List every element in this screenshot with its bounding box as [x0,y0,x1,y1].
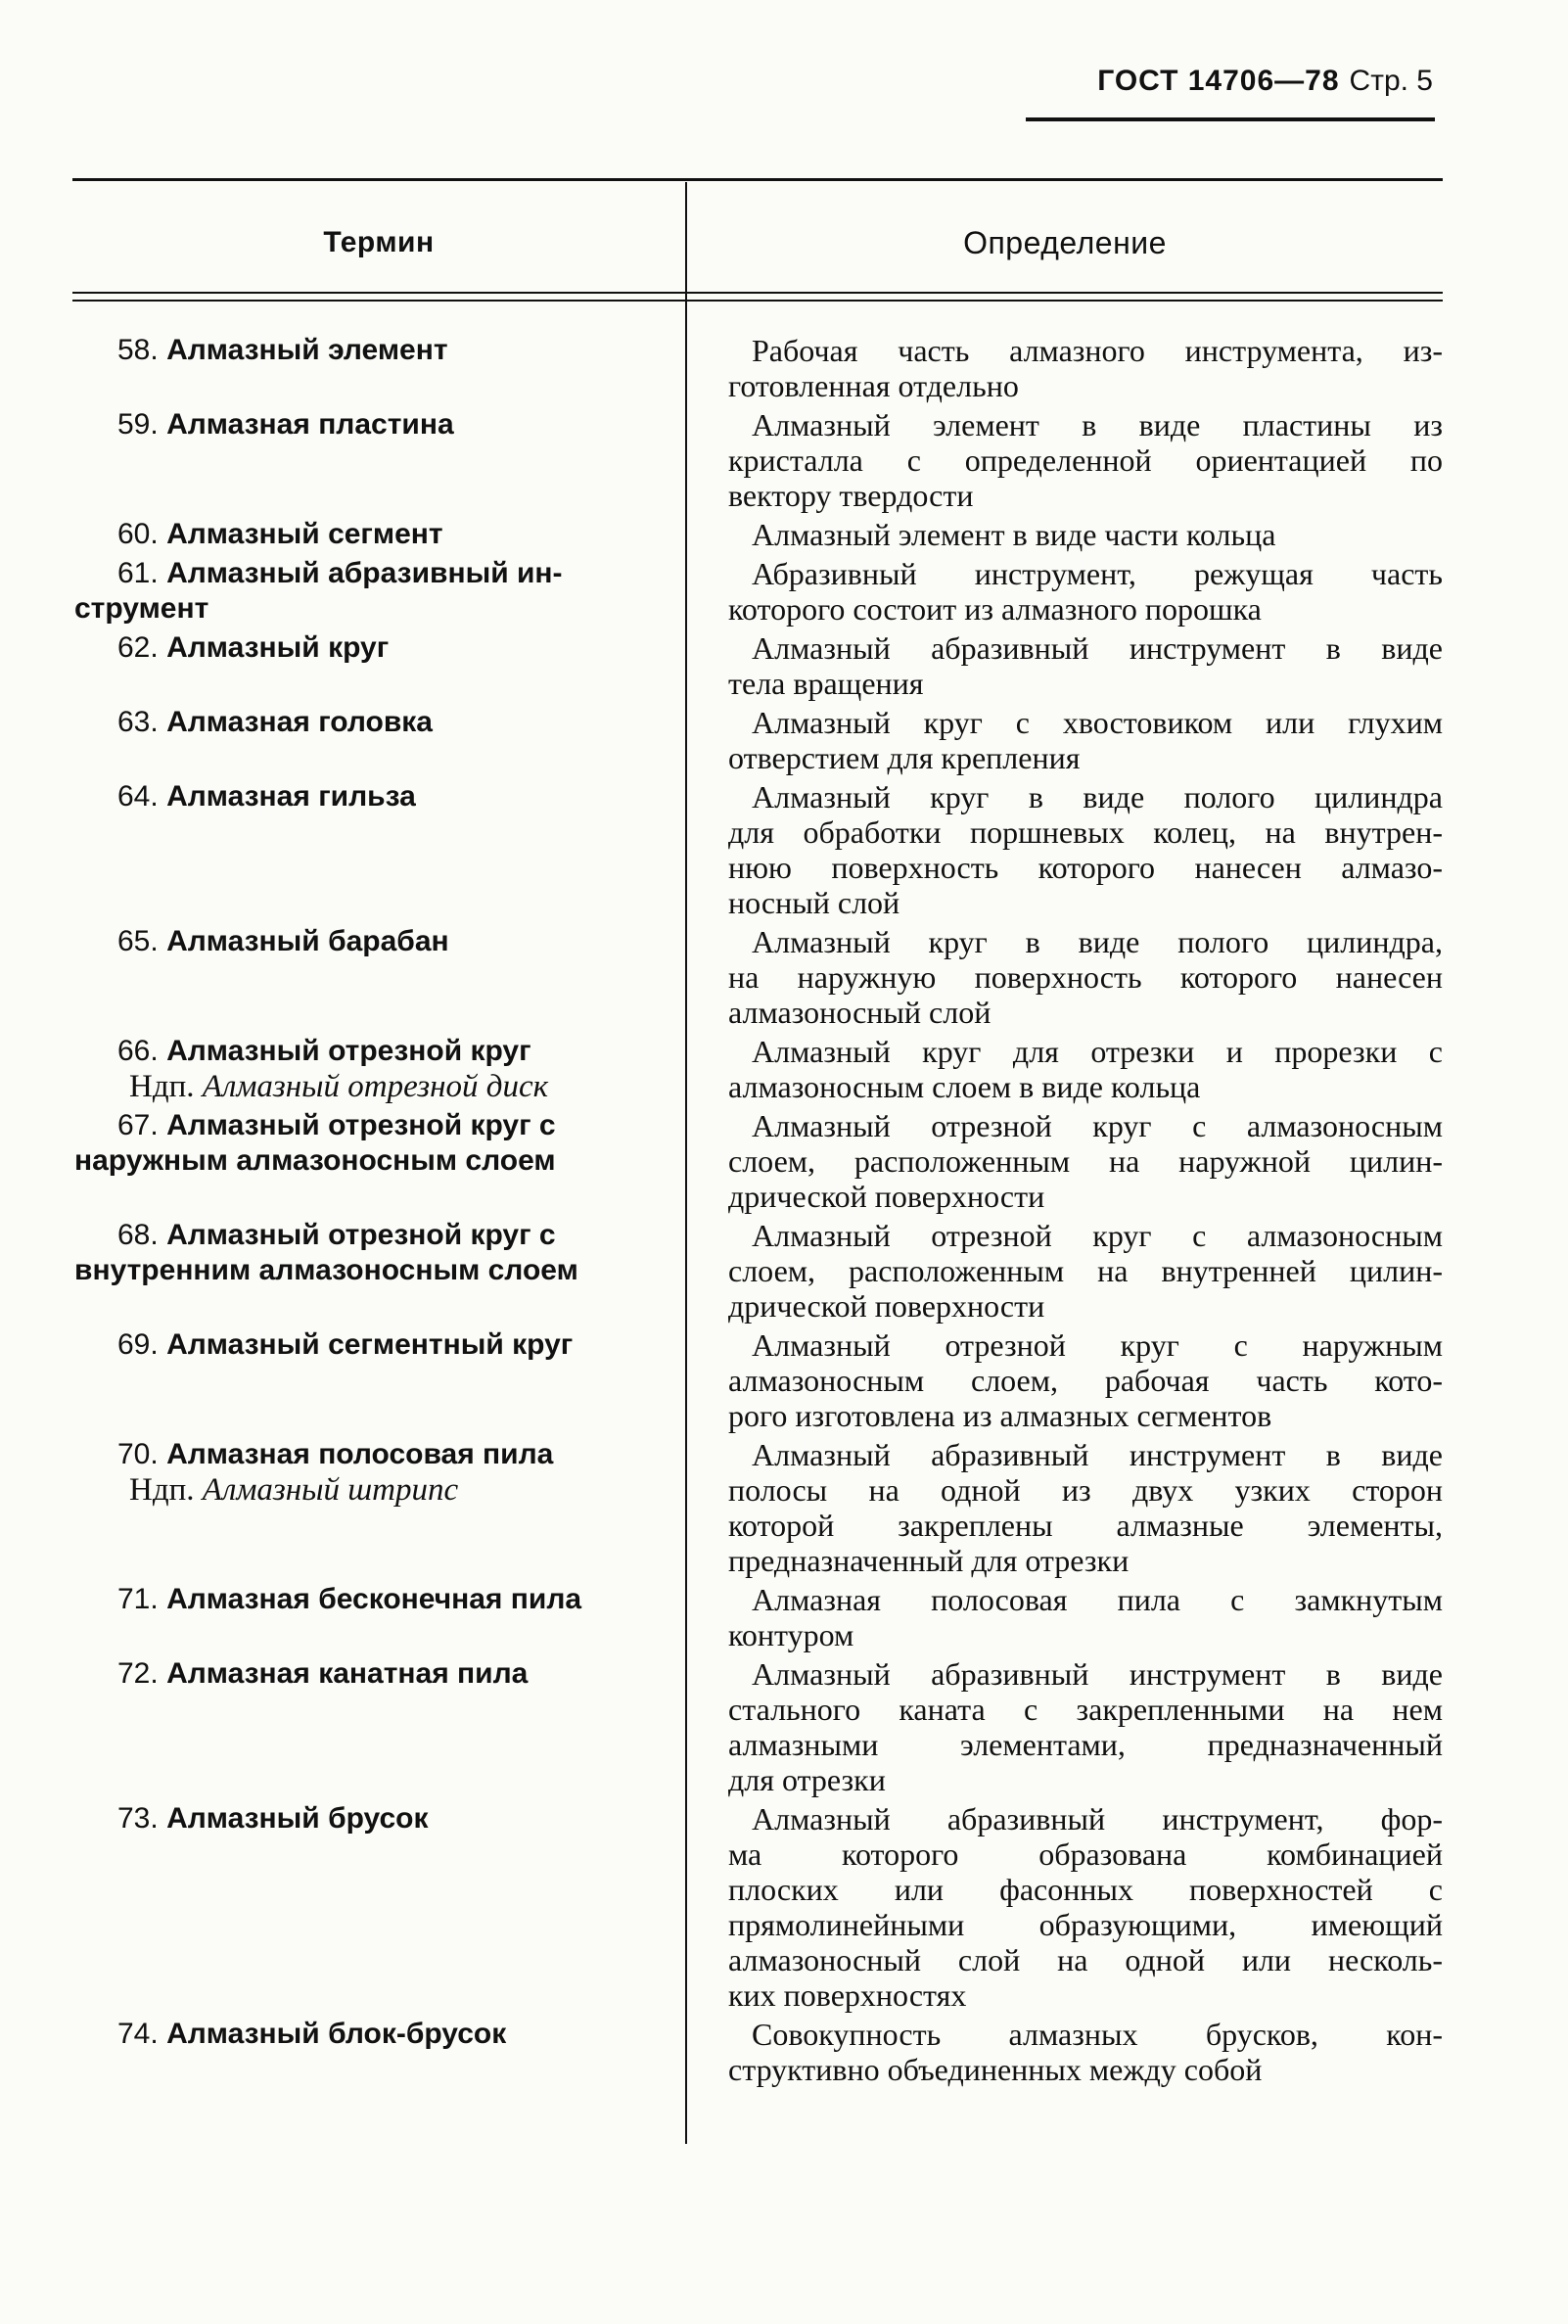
definition-line: Алмазный абразивный инструмент в виде [752,630,1443,666]
term-text: Алмазная бесконечная пила [166,1583,582,1615]
definition-line: для отрезки [728,1762,886,1797]
term-text: Алмазный брусок [166,1802,429,1835]
term-number: 68. [117,1219,159,1251]
definition-line: готовленная отдельно [728,368,1019,403]
term-line [74,1437,662,1472]
term-cell [74,924,662,959]
term-number: 70. [117,1438,159,1470]
definition-cell [728,1218,1443,1324]
term-line [74,556,662,591]
definition-line: для обработки поршневых колец, на внутрен- [728,814,1443,850]
definition-cell [728,705,1443,775]
term-text: Алмазный блок-брусок [166,2018,507,2050]
term-number: 67. [117,1109,159,1141]
definition-cell [728,1656,1443,1797]
term-text: Алмазный круг [166,631,390,664]
term-number: 62. [117,631,159,664]
term-line [74,779,662,814]
term-line [74,1034,662,1069]
term-text: наружным алмазоносным слоем [74,1144,556,1177]
definition-cell [728,1437,1443,1578]
definition-line: полосы на одной из двух узких сторон [728,1472,1443,1508]
term-number: 63. [117,706,159,738]
term-line [74,630,662,666]
definition-line: Алмазный круг в виде полого цилиндра [752,779,1443,814]
deprecated-term: Ндп. Алмазный отрезной диск [129,1069,549,1104]
term-text: Алмазная полосовая пила [166,1438,554,1470]
definition-line: прямолинейными образующими, имеющий [728,1907,1443,1942]
definition-line: Алмазный отрезной круг с алмазоносным [752,1218,1443,1253]
definition-line: Совокупность алмазных брусков, кон- [752,2017,1443,2052]
term-line [74,1253,662,1288]
deprecated-term: Ндп. Алмазный штрипс [129,1472,459,1508]
definition-line: вектору твердости [728,478,974,513]
definition-line: ких поверхностях [728,1977,967,2013]
definition-line: Алмазный круг для отрезки и прорезки с [752,1034,1443,1069]
definition-cell [728,1327,1443,1433]
definition-line: Алмазный абразивный инструмент в виде [752,1656,1443,1692]
term-text: Алмазный абразивный ин- [166,557,563,589]
term-number: 73. [117,1802,159,1835]
definition-cell [728,333,1443,403]
deprecated-term-text: Алмазный штрипс [202,1472,459,1508]
definition-line: алмазоносным слоем в виде кольца [728,1069,1201,1104]
term-column-header: Термин [323,226,435,258]
definition-cell [728,517,1443,552]
term-cell [74,1656,662,1692]
term-text: Алмазная пластина [166,408,454,441]
term-cell [74,407,662,442]
term-line [74,407,662,442]
definition-line: алмазоносный слой [728,995,992,1030]
term-line [74,1327,662,1363]
term-cell [74,630,662,666]
term-cell [74,1218,662,1288]
definition-line: алмазоносным слоем, рабочая часть кото- [728,1363,1443,1398]
term-cell [74,556,662,627]
term-text: Алмазный отрезной круг [166,1035,531,1067]
definition-line: алмазными элементами, предназначенный [728,1727,1443,1762]
definition-cell [728,924,1443,1030]
definition-cell [728,1582,1443,1652]
definition-cell [728,1108,1443,1214]
definition-line: отверстием для крепления [728,740,1081,775]
definition-cell [728,407,1443,513]
term-line [74,924,662,959]
term-number: 66. [117,1035,159,1067]
term-text: Алмазный сегмент [166,518,443,550]
term-line [74,1801,662,1836]
term-cell [74,705,662,740]
term-line [74,1143,662,1179]
term-number: 61. [117,557,159,589]
term-cell [74,333,662,368]
term-number: 69. [117,1328,159,1361]
definition-line: Алмазная полосовая пила с замкнутым [752,1582,1443,1617]
term-text: Алмазная гильза [166,780,416,813]
definition-cell [728,2017,1443,2087]
definition-line: слоем, расположенным на наружной цилин- [728,1143,1443,1179]
definition-line: дрической поверхности [728,1288,1045,1324]
definition-line: нюю поверхность которого нанесен алмазо- [728,850,1443,885]
definition-cell [728,556,1443,627]
term-line [74,2017,662,2052]
table-top-rule [72,178,1443,181]
term-line [74,1108,662,1143]
standard-number: ГОСТ 14706—78 [1097,65,1340,97]
term-line [74,591,662,627]
definition-line: Алмазный абразивный инструмент, фор- [752,1801,1443,1836]
definition-line: алмазоносный слой на одной или несколь- [728,1942,1443,1977]
header-double-rule-upper [72,292,1443,294]
definition-cell [728,1801,1443,2013]
term-cell [74,1108,662,1179]
term-number: 71. [117,1583,159,1615]
term-text: Алмазный барабан [166,925,449,957]
term-text: Алмазный сегментный круг [166,1328,574,1361]
term-line [74,333,662,368]
definition-line: ма которого образована комбинацией [728,1836,1443,1872]
definition-line: Рабочая часть алмазного инструмента, из- [752,333,1443,368]
definition-line: Алмазный круг с хвостовиком или глухим [752,705,1443,740]
definition-line: структивно объединенных между собой [728,2052,1263,2087]
term-number: 72. [117,1657,159,1690]
term-number: 59. [117,408,159,441]
term-number: 65. [117,925,159,957]
term-text: струмент [74,592,209,625]
definition-line: Алмазный элемент в виде части кольца [752,517,1276,552]
term-text: внутренним алмазоносным слоем [74,1254,578,1286]
term-text: Алмазная головка [166,706,433,738]
definition-line: которого состоит из алмазного порошка [728,591,1262,627]
page-number: Стр. 5 [1349,65,1433,97]
page-header [1097,65,1433,98]
definition-line: Алмазный абразивный инструмент в виде [752,1437,1443,1472]
term-cell [74,1437,662,1508]
column-divider [685,182,687,2144]
definition-cell [728,1034,1443,1104]
header-double-rule-lower [72,300,1443,302]
definition-line: контуром [728,1617,854,1652]
term-cell [74,779,662,814]
definition-cell [728,779,1443,920]
definition-line: рого изготовлена из алмазных сегментов [728,1398,1272,1433]
term-line [74,517,662,552]
term-line [74,1656,662,1692]
header-rule [1026,117,1435,121]
definition-cell [728,630,1443,701]
deprecated-term-text: Алмазный отрезной диск [202,1069,549,1104]
term-cell [74,1582,662,1617]
term-text: Алмазный отрезной круг с [166,1109,556,1141]
definition-column-header: Определение [963,225,1167,260]
definition-line: стального каната с закрепленными на нем [728,1692,1443,1727]
definition-line: плоских или фасонных поверхностей с [728,1872,1443,1907]
definition-line: которой закреплены алмазные элементы, [728,1508,1443,1543]
term-text: Алмазный элемент [166,334,448,366]
term-cell [74,1327,662,1363]
term-number: 58. [117,334,159,366]
term-cell [74,1034,662,1104]
term-cell [74,517,662,552]
term-number: 64. [117,780,159,813]
definition-line: предназначенный для отрезки [728,1543,1130,1578]
term-number: 74. [117,2018,159,2050]
definition-line: Абразивный инструмент, режущая часть [752,556,1443,591]
definition-line: дрической поверхности [728,1179,1045,1214]
definition-line: носный слой [728,885,900,920]
term-text: Алмазная канатная пила [166,1657,529,1690]
definition-line: Алмазный отрезной круг с наружным [752,1327,1443,1363]
definition-line: слоем, расположенным на внутренней цилин- [728,1253,1443,1288]
term-cell [74,1801,662,1836]
term-line [74,705,662,740]
definition-line: тела вращения [728,666,924,701]
term-cell [74,2017,662,2052]
term-line [74,1218,662,1253]
definition-line: Алмазный элемент в виде пластины из [752,407,1443,442]
definition-line: Алмазный отрезной круг с алмазоносным [752,1108,1443,1143]
definition-line: Алмазный круг в виде полого цилиндра, [752,924,1443,959]
definition-line: кристалла с определенной ориентацией по [728,442,1443,478]
term-number: 60. [117,518,159,550]
definition-line: на наружную поверхность которого нанесен [728,959,1443,995]
term-text: Алмазный отрезной круг с [166,1219,556,1251]
term-line [74,1582,662,1617]
